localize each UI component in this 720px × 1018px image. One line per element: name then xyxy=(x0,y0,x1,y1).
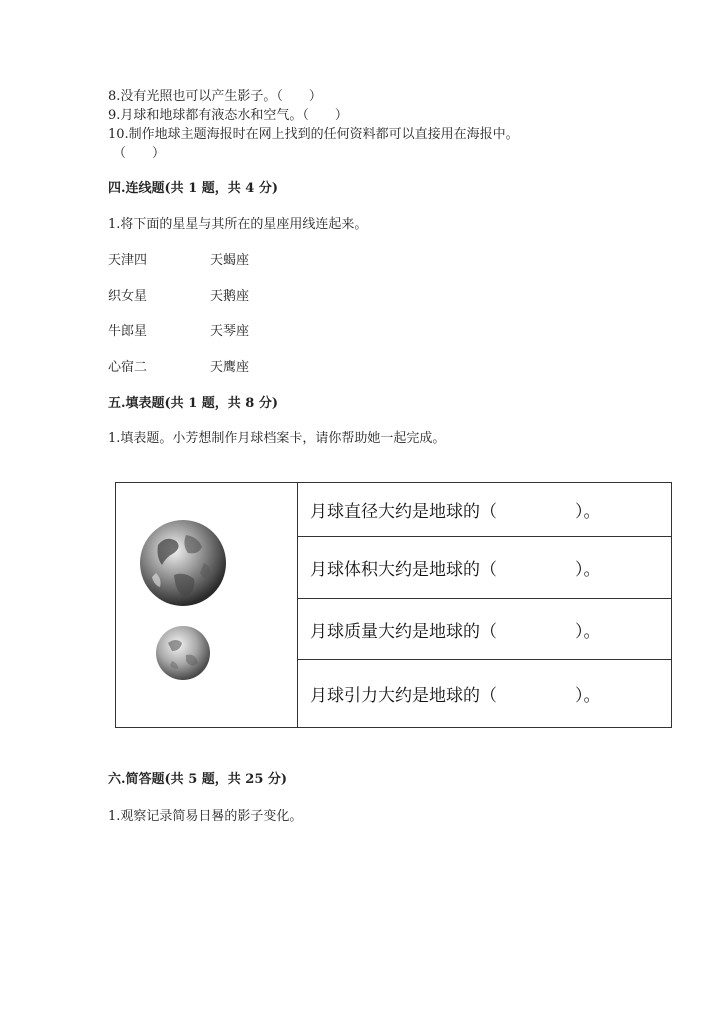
row-prefix: 月球体积大约是地球的（ xyxy=(310,560,497,580)
row-prefix: 月球质量大约是地球的（ xyxy=(310,621,497,642)
table-row xyxy=(298,660,671,727)
table-row xyxy=(298,537,671,599)
moon-globe xyxy=(156,626,210,680)
constellation-name: 天蝎座 xyxy=(210,253,250,268)
star-name: 牛郎星 xyxy=(108,324,148,339)
question-9: 9.月球和地球都有液态水和空气。（ ） xyxy=(108,108,348,123)
constellation-name: 天鹰座 xyxy=(210,360,250,375)
constellation-name: 天鹅座 xyxy=(210,289,250,304)
star-name: 心宿二 xyxy=(108,360,148,375)
section-6-heading: 六.简答题(共 5 题，共 25 分) xyxy=(108,772,288,787)
table-row xyxy=(298,483,671,537)
star-name: 织女星 xyxy=(108,289,148,304)
section-4-heading: 四.连线题(共 1 题，共 4 分) xyxy=(108,181,279,196)
row-prefix: 月球引力大约是地球的（ xyxy=(310,686,497,706)
row-suffix: ）。 xyxy=(575,621,601,642)
section-6-question: 1.观察记录简易日晷的影子变化。 xyxy=(108,809,303,824)
question-8: 8.没有光照也可以产生影子。（ ） xyxy=(108,89,322,104)
table-row xyxy=(298,599,671,660)
star-name: 天津四 xyxy=(108,253,148,268)
constellation-name: 天琴座 xyxy=(210,324,250,339)
row-suffix: ）。 xyxy=(575,686,601,706)
row-prefix: 月球直径大约是地球的（ xyxy=(310,502,497,522)
question-10: 10.制作地球主题海报时在网上找到的任何资料都可以直接用在海报中。 xyxy=(108,127,519,142)
row-suffix: ）。 xyxy=(575,560,601,580)
earth-moon-image-cell xyxy=(116,483,298,727)
section-5-heading: 五.填表题(共 1 题，共 8 分) xyxy=(108,396,279,411)
question-10-answer-blank: （ ） xyxy=(113,146,166,161)
row-suffix: ）。 xyxy=(575,502,601,522)
earth-moon-illustration xyxy=(116,483,297,727)
section-4-question: 1.将下面的星星与其所在的星座用线连起来。 xyxy=(108,217,368,232)
section-5-question: 1.填表题。小芳想制作月球档案卡，请你帮助她一起完成。 xyxy=(108,431,446,446)
moon-profile-table xyxy=(115,482,672,728)
earth-globe xyxy=(140,520,226,606)
